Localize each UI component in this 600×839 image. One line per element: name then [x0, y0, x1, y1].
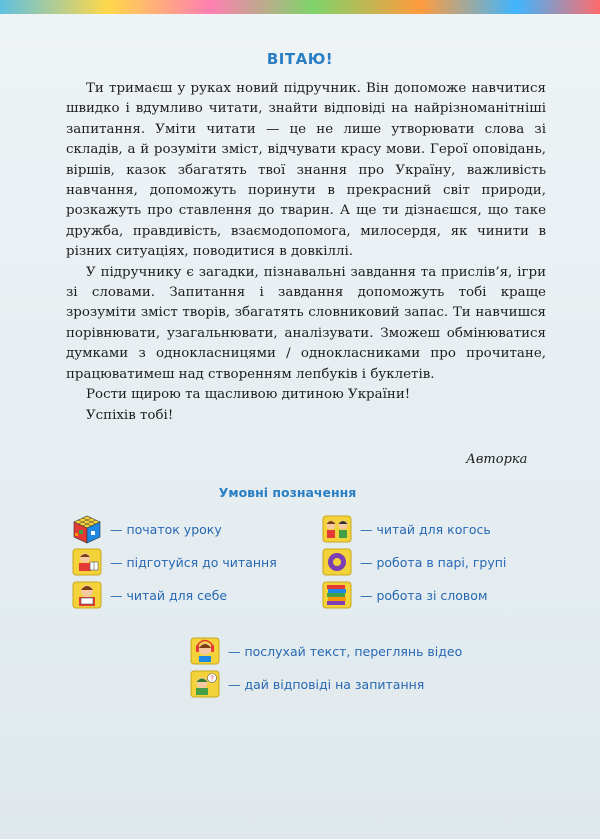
legend-label: — підготуйся до читання — [110, 554, 277, 570]
legend-item-read-self — [70, 579, 227, 611]
read-for-someone-icon — [320, 513, 354, 545]
legend-item-prepare-reading — [70, 546, 277, 578]
legend-label: — робота зі словом — [360, 587, 488, 603]
prepare-reading-icon — [70, 546, 104, 578]
intro-text — [66, 79, 546, 426]
legend-item-listen-watch — [188, 635, 462, 667]
rubiks-cube-icon — [70, 513, 104, 545]
legend-label: — дай відповіді на запитання — [228, 676, 425, 692]
legend-item-word-work — [320, 579, 487, 611]
paragraph-3: Рости щирою та щасливою дитиною України! — [86, 387, 411, 403]
paragraph-4: Успіхів тобі! — [86, 407, 174, 423]
listen-watch-icon — [188, 635, 222, 667]
read-self-icon — [70, 579, 104, 611]
word-work-icon — [320, 579, 354, 611]
page-title: ВІТАЮ! — [266, 50, 334, 68]
legend-label: — читай для себе — [110, 587, 228, 603]
pair-group-icon — [320, 546, 354, 578]
legend-label: — послухай текст, переглянь відео — [228, 643, 463, 659]
paragraph-2: У підручнику є загадки, пізнавальні завдання та прислів’я, ігри зі словами. Запитання і завдання допоможуть тобі краще зрозуміти зміст творів, збагатять словниковий запас. Ти навчишся порівнювати, узагальнювати, аналізувати. Зможеш обмінюватися думками з однокласницями / однокласниками про прочитане, працюватимеш над створенням лепбуків і буклетів. — [66, 264, 546, 382]
paragraph-1: Ти тримаєш у руках новий підручник. Він допоможе навчитися швидко і вдумливо читати, знайти відповіді на найрізноманітніші запитання. Уміти читати — це не лише утворювати слова зі складів, а й розуміти зміст, відчувати красу мови. Герої оповідань, віршів, казок збагатять твої знання про Україну, важливість навчання, допоможуть поринути в прекрасний світ природи, розкажуть про ставлення до тварин. А ще ти дізнаєшся, що таке дружба, правдивість, взаємодопомога, милосердя, як чинити в різних ситуаціях, поводитися в довкіллі. — [66, 81, 546, 260]
author-signature: Авторка — [466, 452, 528, 467]
legend-title: Умовні позначення — [218, 485, 357, 500]
legend-label: — читай для когось — [360, 521, 491, 537]
top-decor-strip — [0, 0, 600, 14]
legend-item-pair-group — [320, 546, 506, 578]
legend-item-read-for-someone — [320, 513, 491, 545]
answer-questions-icon — [188, 668, 222, 700]
legend-item-lesson-start — [70, 513, 222, 545]
legend-label: — робота в парі, групі — [360, 554, 507, 570]
svg-text:?: ? — [210, 674, 214, 683]
legend-item-answer-questions — [188, 668, 424, 700]
legend-label: — початок уроку — [110, 521, 222, 537]
